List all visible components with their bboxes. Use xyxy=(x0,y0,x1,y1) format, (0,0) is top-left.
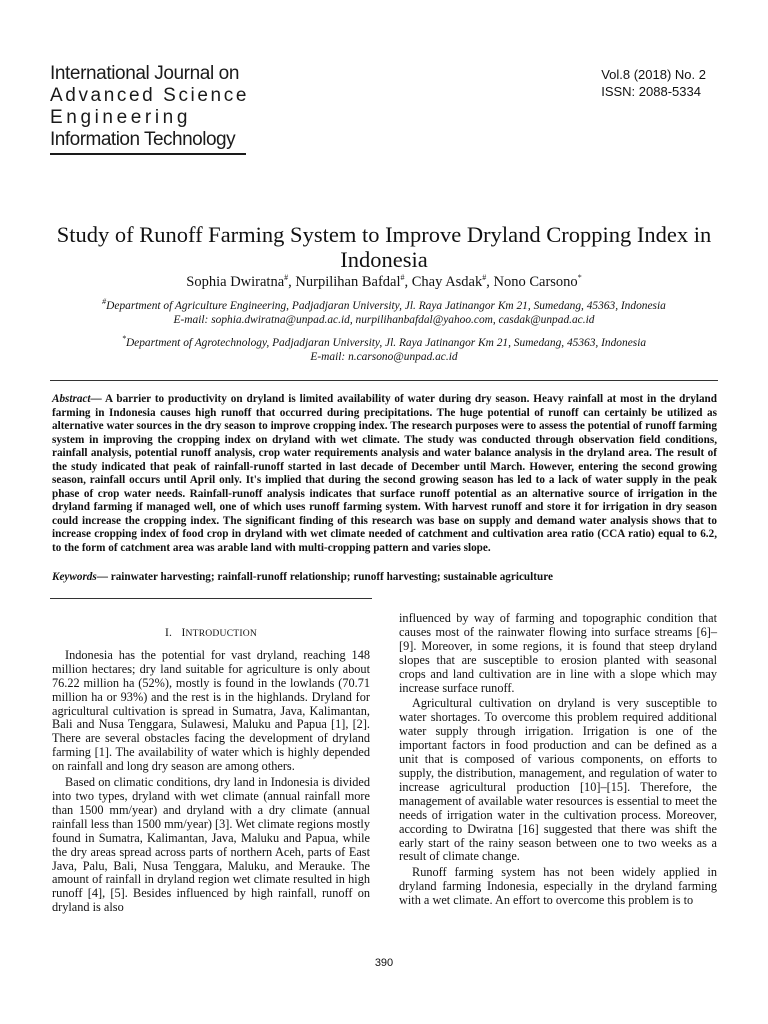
issue-info xyxy=(601,66,706,100)
author-separator: , xyxy=(288,274,296,290)
affiliation-mark: # xyxy=(102,297,107,307)
affiliation-department: Department of Agrotechnology, Padjadjaran University, Jl. Raya Jatinangor Km 21, Sumedang, 45363, Indonesia xyxy=(125,337,647,349)
author-mark: # xyxy=(400,273,405,283)
section-title-rest: NTRODUCTION xyxy=(185,628,257,639)
body-paragraph: Runoff farming system has not been widely applied in dryland farming Indonesia, especially in the dryland farming with a wet climate. An effort to overcome this problem is to xyxy=(399,865,717,908)
author-separator: , xyxy=(486,274,494,290)
section-divider-rule xyxy=(50,598,372,599)
abstract-label: Abstract xyxy=(52,393,91,405)
body-paragraph: influenced by way of farming and topographic condition that causes most of the rainwater flowing into surface streams [6]–[9]. Moreover, in some regions, it is found that steep dryland slopes that are susceptible to erosion planted with seasonal crops and land cultivation are in line with a slope which may increase surface runoff. xyxy=(399,611,717,695)
abstract-top-rule xyxy=(50,380,718,381)
paper-title: Study of Runoff Farming System to Improve Dryland Cropping Index in Indonesia xyxy=(56,222,712,272)
affiliation-1 xyxy=(40,297,728,327)
author-name: Chay Asdak xyxy=(411,274,483,290)
section-number: I. xyxy=(164,626,173,639)
author-name: Nono Carsono xyxy=(493,274,578,290)
affiliation-email: E-mail: n.carsono@unpad.ac.id xyxy=(310,350,458,363)
affiliation-department: Department of Agriculture Engineering, Padjadjaran University, Jl. Raya Jatinangor Km 21, Sumedang, 45363, Indonesia xyxy=(106,300,666,312)
author-name: Sophia Dwiratna xyxy=(186,274,285,290)
author-name: Nurpilihan Bafdal xyxy=(295,274,401,290)
body-paragraph: Indonesia has the potential for vast dryland, reaching 148 million hectares; dry land suitable for agriculture is only about 76.22 million ha (52%), mostly is found in the lowlands (70.71 million ha or 93%) and the rest is in the highlands. Dryland for agricultural cultivation is spread in Sumatra, Java, Kalimantan, Bali and Nusa Tenggara, Sulawesi, Maluku and Papua [1], [2]. There are several obstacles facing the development of dryland farming [1]. The availability of water which is highly depended on rainfall and long dry season are among others. xyxy=(52,647,370,774)
author-mark: # xyxy=(284,273,289,283)
keywords-label: Keywords xyxy=(52,571,97,583)
body-column-right xyxy=(399,612,717,910)
body-paragraph: Agricultural cultivation on dryland is very susceptible to water shortages. To overcome this problem required additional water supply through irrigation. Irrigation is one of the important factors in food production and can be defined as a unit that is composed of various components, on efforts to supply, the distribution, management, and regulation of water to increase agricultural production [10]–[15]. Therefore, the management of available water resources is essential to meet the needs of irrigation water in the cultivation process. Moreover, according to Dwiratna [16] suggested that there was shift the early start of the rainy season between one to two weeks as a result of climate change. xyxy=(399,696,717,864)
keywords xyxy=(52,571,717,583)
keywords-text: — rainwater harvesting; rainfall-runoff relationship; runoff harvesting; sustainable agriculture xyxy=(96,571,553,583)
author-list xyxy=(40,274,728,291)
section-heading xyxy=(52,626,370,641)
logo-underline xyxy=(50,153,246,155)
journal-name-line-3: Engineering xyxy=(50,107,192,128)
abstract xyxy=(52,393,717,555)
body-column-left xyxy=(52,626,370,917)
journal-logo xyxy=(50,64,250,155)
journal-name-line-2: Advanced Science xyxy=(50,85,249,106)
author-separator: , xyxy=(404,274,412,290)
author-mark: # xyxy=(482,273,487,283)
volume-label: Vol.8 (2018) No. 2 xyxy=(601,67,706,82)
issn-label: ISSN: 2088-5334 xyxy=(601,84,701,99)
journal-name-line-1: International Journal on xyxy=(50,63,239,84)
journal-name-line-4: Information Technology xyxy=(50,129,236,150)
affiliation-mark: * xyxy=(121,334,126,344)
body-paragraph: Based on climatic conditions, dry land in Indonesia is divided into two types, dryland with wet climate (annual rainfall more than 1500 mm/year) and dryland with a dry climate (annual rainfall less than 1500 mm/year) [3]. Wet climate regions mostly found in Sumatra, Kalimantan, Java, Maluku and Papua, while the dry areas spread across parts of northern Aceh, parts of East Java, Palu, Bali, Nusa Tenggara, Maluku, and Merauke. The amount of rainfall in dryland region wet climate resulted in high runoff [4], [5]. Besides influenced by high rainfall, runoff on dryland is also xyxy=(52,775,370,915)
abstract-text: — A barrier to productivity on dryland is limited availability of water during dry season. Heavy rainfall at most in the dryland farming in Indonesia causes high runoff that occurred during precipitations. The huge potential of runoff can certainly be utilized as alternative water sources in the dry season to improve cropping index. The research purposes were to assess the potential of runoff farming system in improving the cropping index on dryland with wet climate. The study was conducted through observation field conditions, rainfall analysis, potential runoff analysis, crop water requirements analysis and water balance analysis in the dryland area. The result of the study indicated that peak of rainfall-runoff started in last decade of December until March. However, entering the second growing season, rainfall occurs until April only. It's implied that during the second growing season has led to a lack of water supply in the peak phase of crop water needs. Rainfall-runoff analysis indicates that surface runoff potential as an alternative source of irrigation in the dryland farming if managed well, one of which uses runoff farming system. With harvest runoff and store it for irrigation in dry season could increase the cropping index. The significant finding of this research was base on supply and demand water analysis shows that to increase cropping index of food crop in dryland with wet climate needed of catchment and cultivation area ratio (CCA ratio) equal to 6.2, to the form of catchment area was arable land with multi-cropping pattern and varies slope. xyxy=(52,393,717,554)
page-number: 390 xyxy=(374,957,394,969)
section-title-initial: I xyxy=(181,626,186,639)
author-mark: * xyxy=(577,273,582,283)
affiliation-2 xyxy=(40,334,728,364)
affiliation-email: E-mail: sophia.dwiratna@unpad.ac.id, nurpilihanbafdal@yahoo.com, casdak@unpad.ac.id xyxy=(173,313,595,326)
